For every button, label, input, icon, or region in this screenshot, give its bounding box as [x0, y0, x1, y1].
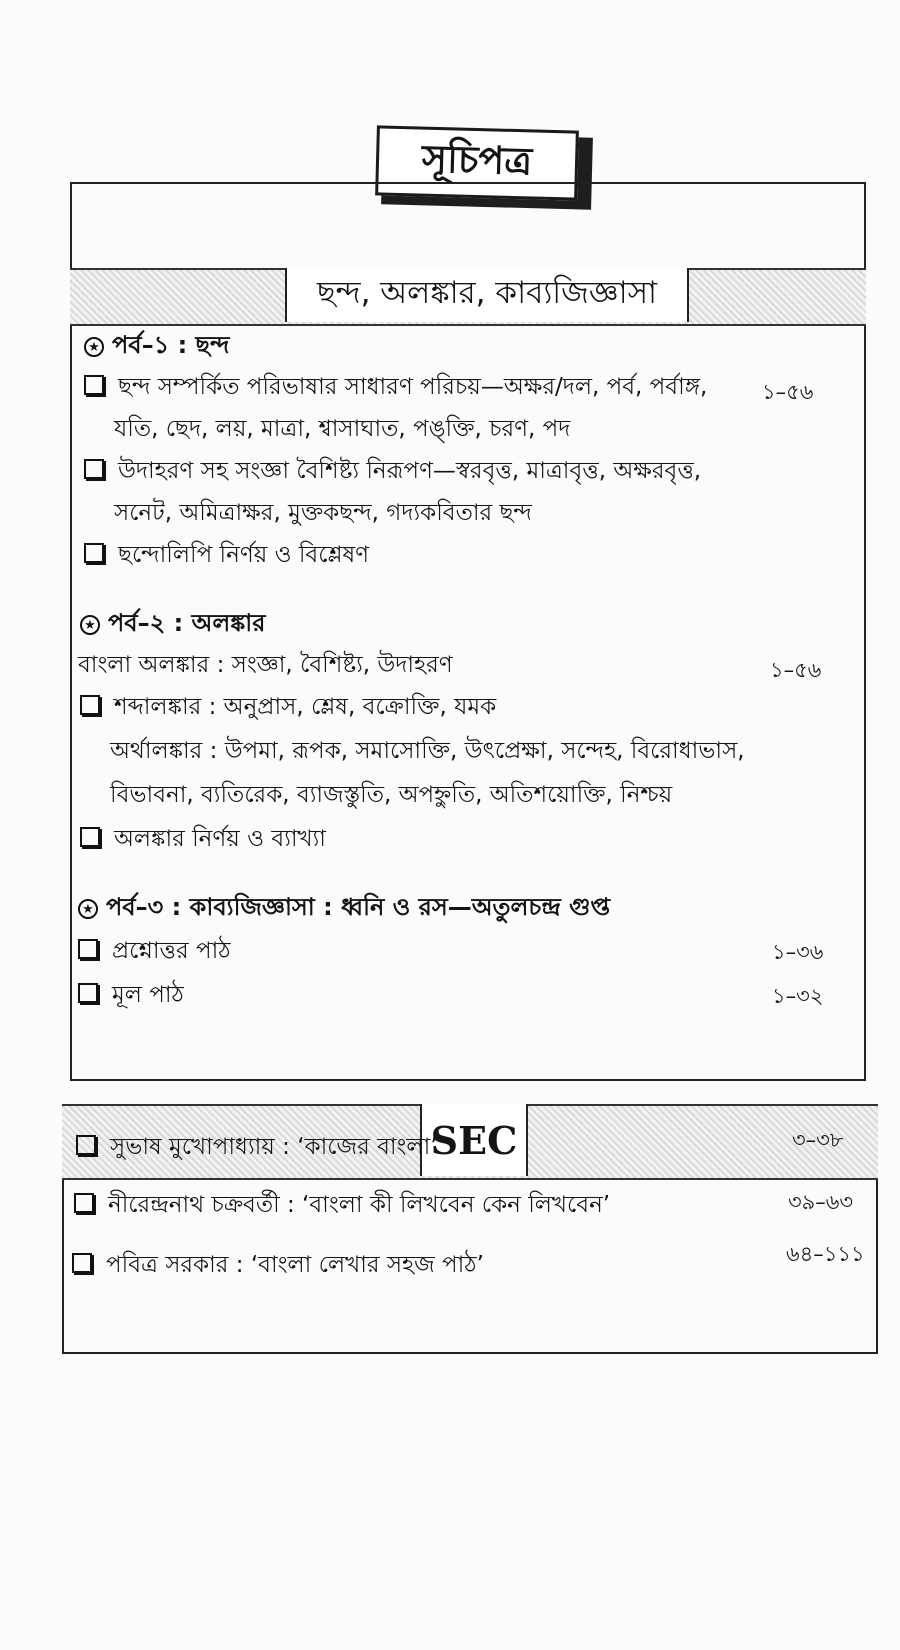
list-item-continuation: অর্থালঙ্কার : উপমা, রূপক, সমাসোক্তি, উৎপ্রেক্ষা, সন্দেহ, বিরোধাভাস, — [110, 738, 745, 764]
checkbox-icon — [76, 1135, 96, 1155]
page-range: ১–৫৬ — [770, 658, 822, 682]
checkbox-icon — [84, 375, 104, 395]
list-item: সুভাষ মুখোপাধ্যায় : ‘কাজের বাংলা’ — [76, 1132, 438, 1162]
checkbox-icon — [84, 543, 104, 563]
checkbox-icon — [74, 1193, 94, 1213]
list-item-continuation: সনেট, অমিত্রাক্ষর, মুক্তকছন্দ, গদ্যকবিতার ছন্দ — [114, 500, 532, 526]
list-item: পবিত্র সরকার : ‘বাংলা লেখার সহজ পাঠ’ — [72, 1250, 484, 1280]
checkbox-icon — [84, 459, 104, 479]
part1-heading: ★ পর্ব–১ : ছন্দ — [84, 330, 229, 360]
checkbox-icon — [80, 695, 100, 715]
list-item: নীরেন্দ্রনাথ চক্রবর্তী : ‘বাংলা কী লিখবেন কেন লিখবেন’ — [74, 1190, 610, 1220]
page-range: ১–৩২ — [772, 984, 824, 1008]
page-range: ১–৩৬ — [772, 940, 824, 964]
list-item: প্রশ্নোত্তর পাঠ — [78, 936, 231, 966]
checkbox-icon — [80, 827, 100, 847]
part2-heading: ★ পর্ব–২ : অলঙ্কার — [80, 608, 265, 638]
page-title: সূচিপত্র — [375, 125, 579, 200]
list-item: ছন্দ সম্পর্কিত পরিভাষার সাধারণ পরিচয়—অক্ষর/দল, পর্ব, পর্বাঙ্গ, — [84, 372, 707, 402]
section1-title: ছন্দ, অলঙ্কার, কাব্যজিজ্ঞাসা — [285, 268, 689, 322]
page-range: ৩৯–৬৩ — [788, 1190, 854, 1214]
list-item-continuation: যতি, ছেদ, লয়, মাত্রা, শ্বাসাঘাত, পঙ্‌ক্তি, চরণ, পদ — [114, 416, 571, 442]
list-item: অলঙ্কার নির্ণয় ও ব্যাখ্যা — [80, 824, 326, 854]
list-item: ছন্দোলিপি নির্ণয় ও বিশ্লেষণ — [84, 540, 369, 570]
page-range: ১–৫৬ — [762, 380, 814, 404]
checkbox-icon — [72, 1253, 92, 1273]
list-item: মূল পাঠ — [78, 980, 184, 1010]
checkbox-icon — [78, 939, 98, 959]
list-item: উদাহরণ সহ সংজ্ঞা বৈশিষ্ট্য নিরূপণ—স্বরবৃত্ত, মাত্রাবৃত্ত, অক্ষরবৃত্ত, — [84, 456, 701, 486]
star-icon: ★ — [80, 615, 100, 635]
list-item-continuation: বিভাবনা, ব্যতিরেক, ব্যাজস্তুতি, অপহ্নুতি, অতিশয়োক্তি, নিশ্চয় — [110, 782, 673, 808]
page-range: ৩–৩৮ — [792, 1128, 844, 1152]
star-icon: ★ — [84, 337, 104, 357]
page-range: ৬৪–১১১ — [786, 1242, 865, 1266]
list-item: শব্দালঙ্কার : অনুপ্রাস, শ্লেষ, বক্রোক্তি, যমক — [80, 692, 496, 722]
section2-title: SEC — [420, 1104, 528, 1176]
part2-intro: বাংলা অলঙ্কার : সংজ্ঞা, বৈশিষ্ট্য, উদাহরণ — [78, 652, 453, 678]
star-icon: ★ — [78, 899, 98, 919]
checkbox-icon — [78, 983, 98, 1003]
part3-heading: ★ পর্ব–৩ : কাব্যজিজ্ঞাসা : ধ্বনি ও রস—অতুলচন্দ্র গুপ্ত — [78, 892, 610, 922]
